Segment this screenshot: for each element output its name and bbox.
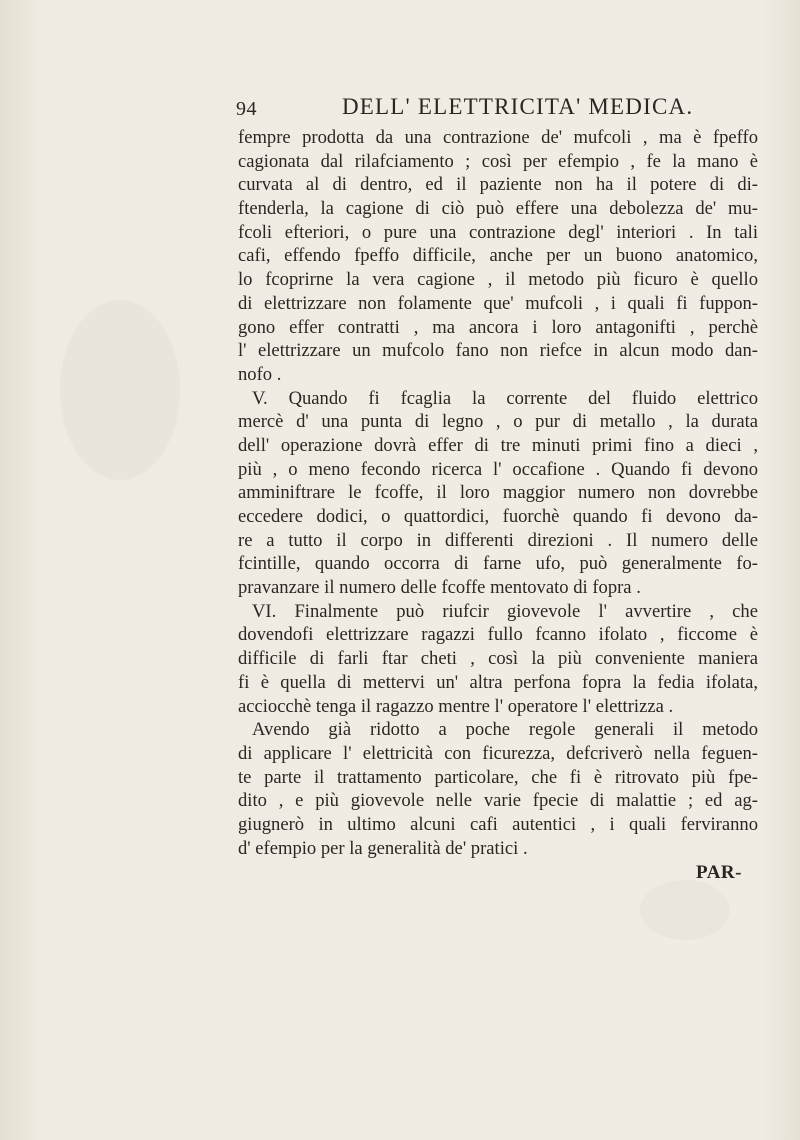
running-title: DELL' ELETTRICITA' MEDICA.: [342, 94, 694, 119]
paper-stain: [640, 880, 730, 940]
text-line: di applicare l' elettricità con ficurezza, defcriverò nella feguen-: [238, 742, 758, 764]
text-line: fi è quella di mettervi un' altra perfona fopra la fedia ifolata,: [238, 671, 758, 693]
body-text: [238, 126, 758, 860]
text-line: acciocchè tenga il ragazzo mentre l' operatore l' elettrizza .: [238, 695, 674, 717]
text-line: re a tutto il corpo in differenti direzioni . Il numero delle: [238, 529, 758, 551]
text-line: dito , e più giovevole nelle varie fpecie di malattie ; ed ag-: [238, 790, 758, 812]
text-line: amminiftrare le fcoffe, il loro maggior numero non dovrebbe: [238, 482, 758, 504]
text-line: Avendo già ridotto a poche regole generali il metodo: [252, 719, 758, 741]
text-line: ftenderla, la cagione di ciò può effere una debolezza de' mu-: [238, 198, 758, 220]
text-line: nofo .: [238, 363, 282, 385]
text-line: gono effer contratti , ma ancora i loro antagonifti , perchè: [238, 316, 758, 338]
text-line: V. Quando fi fcaglia la corrente del fluido elettrico: [252, 387, 758, 409]
text-line: dovendofi elettrizzare ragazzi fullo fcanno ifolato , ficcome è: [238, 624, 758, 646]
text-line: fcoli efteriori, o pure una contrazione degl' interiori . In tali: [238, 221, 758, 243]
text-line: fcintille, quando occorra di farne ufo, può generalmente fo-: [238, 553, 758, 575]
catchword: PAR-: [696, 862, 742, 883]
text-line: di elettrizzare non folamente que' mufcoli , i quali fi fuppon-: [238, 292, 758, 314]
text-line: più , o meno fecondo ricerca l' occafione . Quando fi devono: [238, 458, 758, 480]
text-line: d' efempio per la generalità de' pratici .: [238, 837, 528, 859]
text-line: l' elettrizzare un mufcolo fano non riefce in alcun modo dan-: [238, 340, 758, 362]
text-line: mercè d' una punta di legno , o pur di metallo , la durata: [238, 411, 758, 433]
text-line: fempre prodotta da una contrazione de' mufcoli , ma è fpeffo: [238, 127, 758, 148]
text-line: cafi, effendo fpeffo difficile, anche per un buono anatomico,: [238, 245, 758, 267]
text-line: eccedere dodici, o quattordici, fuorchè quando fi devono da-: [238, 506, 758, 527]
text-line: difficile di farli ftar cheti , così la più conveniente maniera: [238, 648, 758, 670]
paper-stain: [60, 300, 180, 480]
text-line: giugnerò in ultimo alcuni cafi autentici , i quali ferviranno: [238, 813, 758, 835]
text-line: curvata al di dentro, ed il paziente non ha il potere di di-: [238, 174, 758, 196]
text-line: VI. Finalmente può riufcir giovevole l' avvertire , che: [252, 600, 758, 622]
text-line: pravanzare il numero delle fcoffe mentovato di fopra .: [238, 577, 641, 599]
text-line: cagionata dal rilafciamento ; così per efempio , fe la mano è: [238, 150, 758, 172]
page-number: 94: [236, 98, 257, 120]
text-line: te parte il trattamento particolare, che fi è ritrovato più fpe-: [238, 766, 758, 788]
text-line: dell' operazione dovrà effer di tre minuti primi fino a dieci ,: [238, 434, 758, 456]
text-line: lo fcoprirne la vera cagione , il metodo più ficuro è quello: [238, 269, 758, 291]
